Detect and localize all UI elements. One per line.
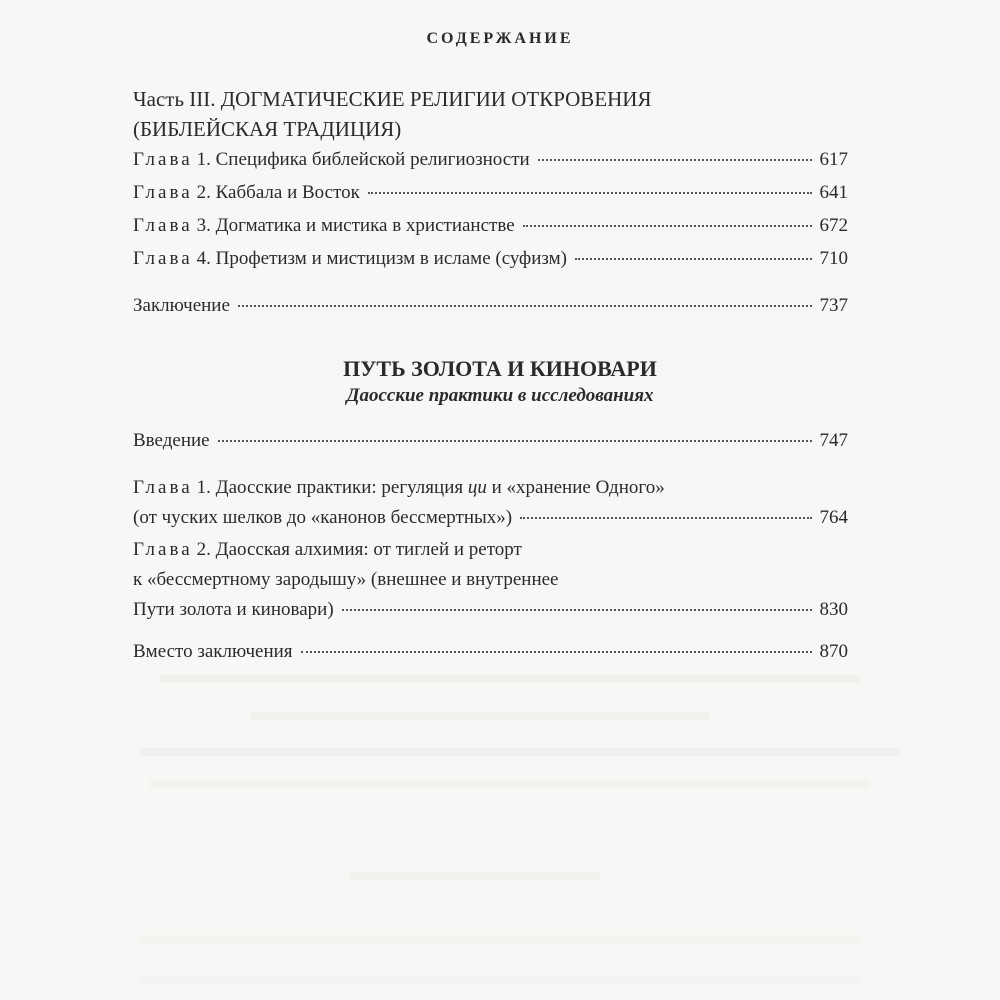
bleed-through-shadow [140,748,900,756]
part-title [133,84,853,144]
page-number: 747 [819,430,848,451]
page-number: 672 [819,215,848,236]
chapter-prefix: Глава [133,248,193,269]
dot-leader [520,517,811,519]
toc-entry-title: 3. Догматика и мистика в христианстве [196,215,515,236]
dot-leader [368,192,812,194]
toc-entry-title-italic: ци [467,477,487,498]
dot-leader [575,258,812,260]
toc-entry-chapter-4 [133,247,848,271]
toc-entry-chapter-2 [133,181,848,205]
toc-entry-title: 2. Каббала и Восток [196,182,360,203]
page-number: 641 [819,182,848,203]
toc-entry-title: Вместо заключения [133,641,293,662]
page-number: 710 [819,248,848,269]
toc-entry-title-line: к «бессмертному зародышу» (внешнее и внутреннее [133,569,559,590]
bleed-through-shadow [250,712,710,720]
toc-entry-title-part: 1. Даосские практики: регуляция [196,477,468,498]
page-number: 870 [819,641,848,662]
page-number: 737 [819,295,848,316]
part-title-line-1: Часть III. ДОГМАТИЧЕСКИЕ РЕЛИГИИ ОТКРОВЕНИЯ [133,87,652,111]
dot-leader [342,609,812,611]
page-number: 764 [819,507,848,528]
dot-leader [523,225,812,227]
page-number: 617 [819,149,848,170]
toc-entry-title-part: и «хранение Одного» [486,477,665,498]
chapter-prefix: Глава [133,539,193,560]
part-title-line-2: (БИБЛЕЙСКАЯ ТРАДИЦИЯ) [133,117,402,141]
toc-entry-title-line: (от чуских шелков до «канонов бессмертных») [133,507,513,528]
toc-entry-chapter-1 [133,148,848,172]
page-number: 830 [819,599,848,620]
dot-leader [301,651,812,653]
toc-entry-title: 4. Профетизм и мистицизм в исламе (суфизм) [196,248,567,269]
dot-leader [218,440,812,442]
toc-entry-title-line: Пути золота и киновари) [133,599,334,620]
chapter-prefix: Глава [133,182,193,203]
toc-entry-taoist-chapter-2 [133,535,848,625]
bleed-through-shadow [140,975,860,983]
toc-entry-introduction [133,429,848,453]
toc-entry-conclusion [133,294,848,318]
bleed-through-shadow [160,675,860,683]
chapter-prefix: Глава [133,477,193,498]
section-title: ПУТЬ ЗОЛОТА И КИНОВАРИ [343,356,657,381]
toc-entry-title: Введение [133,430,210,451]
toc-entry-taoist-chapter-1 [133,473,848,533]
toc-entry-title: 1. Специфика библейской религиозности [196,149,530,170]
chapter-prefix: Глава [133,149,193,170]
chapter-prefix: Глава [133,215,193,236]
section-subtitle: Даосские практики в исследованиях [346,385,654,406]
dot-leader [238,305,812,307]
toc-entry-title: Заключение [133,295,230,316]
running-head: СОДЕРЖАНИЕ [426,30,574,47]
bleed-through-shadow [350,872,600,880]
bleed-through-shadow [140,935,860,943]
toc-entry-title-line: 2. Даосская алхимия: от тиглей и реторт [196,539,522,560]
toc-entry-chapter-3 [133,214,848,238]
dot-leader [538,159,812,161]
toc-entry-in-lieu-of-conclusion [133,640,848,664]
bleed-through-shadow [150,780,870,788]
